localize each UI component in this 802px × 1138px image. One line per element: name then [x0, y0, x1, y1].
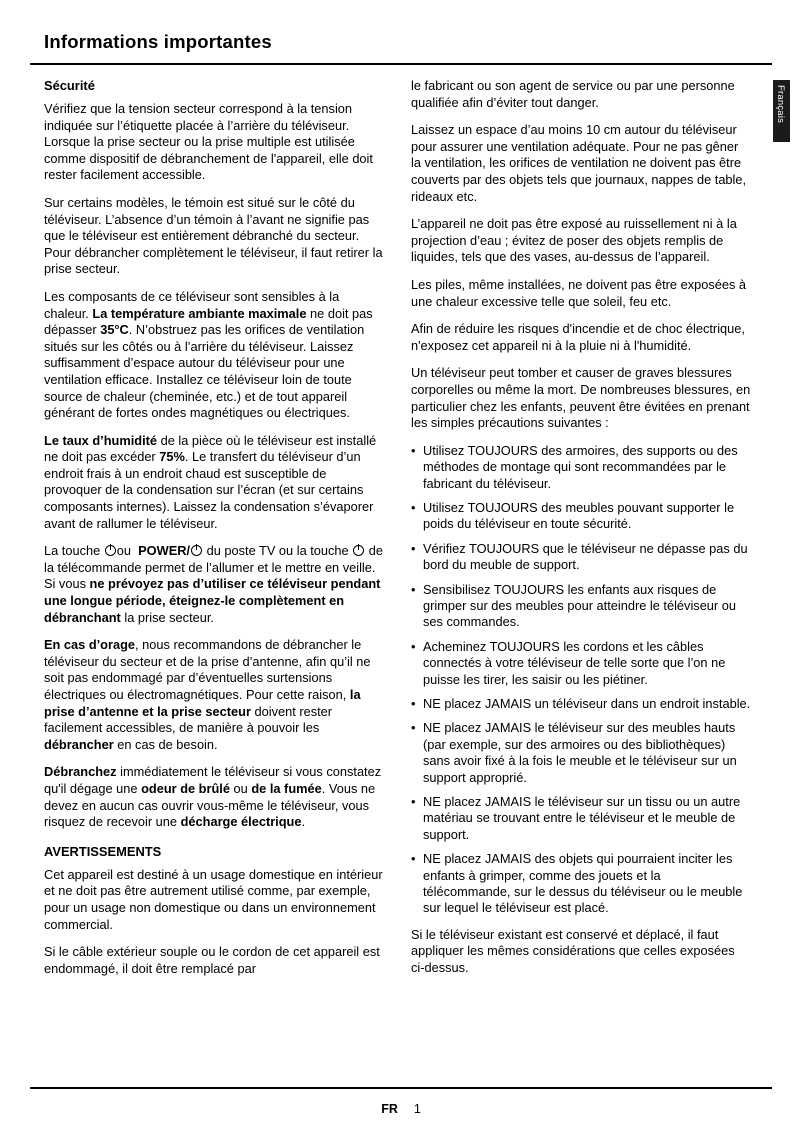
footer-divider [30, 1087, 772, 1089]
paragraph-water: L’appareil ne doit pas être exposé au ruissellement ni à la projection d’eau ; évitez de poser des objets remplis de liquides, tels que des vases, au-dessus de l’appareil. [411, 216, 737, 265]
text-run-bold: Le taux d’humidité [44, 432, 158, 448]
language-tab [773, 80, 790, 142]
footer-page-number: 1 [413, 1102, 421, 1116]
footer-language-code: FR [381, 1102, 398, 1116]
text-run: en cas de besoin. [113, 736, 218, 752]
paragraph-fire-shock: Afin de réduire les risques d'incendie et de choc électrique, n'exposez cet appareil ni à la pluie ni à l'humidité. [411, 321, 745, 353]
list-item: • NE placez JAMAIS le téléviseur sur des meubles hauts (par exemple, sur des armoires ou des bibliothèques) sans avoir fixé à la fois le meuble et le téléviseur sur un support approprié. [411, 720, 751, 786]
paragraph-power-button [44, 543, 384, 626]
list-item: • Acheminez TOUJOURS les cordons et les câbles connectés à votre téléviseur de telle sorte que l’on ne puisse les tirer, les saisir ou les piétiner. [411, 639, 751, 688]
text-run-bold: 35°C [100, 322, 129, 338]
left-column [44, 78, 384, 988]
text-run-bold: Débranchez [44, 764, 117, 780]
text-run: doivent rester facilement accessibles, de manière à pouvoir les [44, 703, 333, 736]
text-run-bold: ne prévoyez pas d’utiliser ce téléviseur pendant une longue période, éteignez-le complètement en débranchant [44, 576, 381, 625]
paragraph-relocation: Si le téléviseur existant est conservé et déplacé, il faut appliquer les mêmes considérations que celles exposées ci-dessus. [411, 926, 735, 976]
list-item: • NE placez JAMAIS le téléviseur sur un tissu ou un autre matériau se trouvant entre le téléviseur et le meuble de support. [411, 794, 751, 843]
text-run-bold: de la fumée [251, 780, 322, 796]
paragraph-manufacturer: le fabricant ou son agent de service ou par une personne qualifiée afin d’éviter tout danger. [411, 78, 735, 110]
text-run: du poste TV ou la touche [206, 543, 349, 559]
power-icon [353, 545, 364, 556]
text-run: Les composants de ce téléviseur sont sensibles à la chaleur. [44, 288, 340, 321]
text-run: La touche [44, 543, 104, 559]
list-item: • Vérifiez TOUJOURS que le téléviseur ne dépasse pas du bord du meuble de support. [411, 541, 751, 574]
text-run: . [301, 814, 306, 830]
list-item: • NE placez JAMAIS des objets qui pourraient inciter les enfants à grimper, comme des jouets et la télécommande, sur le dessus du téléviseur ou le meuble sur lequel le téléviseur est placé. [411, 851, 751, 917]
section-heading-securite: Sécurité [44, 78, 95, 93]
right-column [411, 78, 751, 988]
paragraph-voltage: Vérifiez que la tension secteur correspond à la tension indiquée sur l’étiquette placée à l’arrière du téléviseur. Lorsque la prise secteur ou la prise multiple est utilisée comme dispositif de débranchement de l'appareil, elle doit rester facilement accessible. [44, 101, 373, 183]
paragraph-temperature [44, 289, 384, 422]
list-item: • Sensibilisez TOUJOURS les enfants aux risques de grimper sur des meubles pour atteindre le téléviseur ou ses commandes. [411, 582, 751, 631]
text-run: , nous recommandons de débrancher le téléviseur du secteur et de la prise d’antenne, afin qu’il ne soit pas endommagé par d’éventuelles surtensions électriques ou électromagnétiques. Pour cette raison, [44, 637, 371, 702]
paragraph-batteries: Les piles, même installées, ne doivent pas être exposées à une chaleur excessive telle que soleil, feu etc. [411, 276, 747, 309]
text-run: de la télécommande permet de l’allumer et le mettre en veille. Si vous [44, 543, 384, 592]
language-tab-label: Français [775, 85, 786, 124]
text-run: la prise secteur. [120, 609, 214, 625]
power-icon-group [104, 543, 131, 558]
paragraph-domestic-use: Cet appareil est destiné à un usage domestique en intérieur et ne doit pas être autrement utilisé comme, par exemple, pour un usage non domestique ou dans un environnement commercial. [44, 866, 383, 932]
paragraph-storm [44, 637, 384, 753]
text-run-bold: la prise d’antenne et la prise secteur [44, 687, 361, 719]
text-run-bold: En cas d’orage [44, 637, 136, 653]
list-item: • NE placez JAMAIS un téléviseur dans un endroit instable. [411, 696, 751, 712]
list-item: • Utilisez TOUJOURS des meubles pouvant supporter le poids du téléviseur en toute sécurité. [411, 500, 751, 533]
paragraph-tipover-intro: Un téléviseur peut tomber et causer de graves blessures corporelles ou même la mort. De nombreuses blessures, en particulier chez les enfants, peuvent être évitées en prenant les simples précautions suivantes : [411, 365, 751, 431]
paragraph-unplug [44, 764, 384, 830]
list-item: • Utilisez TOUJOURS des armoires, des supports ou des méthodes de montage qui sont recommandées par le fabricant du téléviseur. [411, 443, 751, 492]
page-title: Informations importantes [44, 31, 272, 52]
text-run-bold: 75% [159, 449, 185, 465]
paragraph-cable-damage: Si le câble extérieur souple ou le cordon de cet appareil est endommagé, il doit être remplacé par [44, 944, 380, 976]
text-run-bold: POWER/ [138, 543, 191, 559]
paragraph-ventilation: Laissez un espace d’au moins 10 cm autour du téléviseur pour assurer une ventilation adéquate. Pour ne pas gêner la ventilation, les orifices de ventilation ne doivent pas être couverts par des objets tels que journaux, nappes de table, rideaux etc. [411, 122, 747, 204]
precautions-list [411, 443, 751, 917]
text-run-bold: débrancher [44, 736, 114, 752]
text-run: ou [116, 543, 132, 559]
paragraph-humidity [44, 433, 384, 533]
footer [0, 1102, 802, 1116]
text-run: ne doit pas dépasser [44, 305, 373, 338]
text-run: . N’obstruez pas les orifices de ventilation situés sur les côtés ou à l’arrière du téléviseur. Laissez suffisamment d’espace autour du téléviseur pour une ventilation efficace. Installez ce téléviseur loin de toute source de chaleur (cheminée, etc.) et de tout appareil générant de fortes ondes magnétiques ou électriques. [44, 322, 365, 421]
power-icon [105, 545, 116, 556]
text-run-bold: odeur de brûlé [141, 780, 230, 796]
text-run: . Vous ne devez en aucun cas ouvrir vous-même le téléviseur, vous risquez de recevoir une [44, 780, 376, 830]
text-run: ou [229, 780, 252, 796]
text-run: immédiatement le téléviseur si vous constatez qu'il dégage une [44, 764, 382, 796]
header-divider [30, 63, 772, 65]
text-run-bold: décharge électrique [180, 814, 302, 830]
text-run-bold: La température ambiante maximale [92, 305, 307, 321]
paragraph-indicator: Sur certains modèles, le témoin est situé sur le côté du téléviseur. L’absence d’un témoin à l’avant ne signifie pas que le téléviseur est entièrement débranché du secteur. Pour débrancher complètement le téléviseur, il faut retirer la prise secteur. [44, 194, 383, 277]
power-icon [191, 545, 202, 556]
section-heading-avertissements: AVERTISSEMENTS [44, 843, 162, 859]
text-run: . Le transfert du téléviseur d’un endroit frais à un endroit chaud est susceptible de provoquer de la condensation sur l’écran (et sur certains composants internes). Laissez la condensation s’évaporer avant de rallumer le téléviseur. [44, 449, 374, 531]
text-run: de la pièce où le téléviseur est installé ne doit pas excéder [44, 432, 377, 465]
